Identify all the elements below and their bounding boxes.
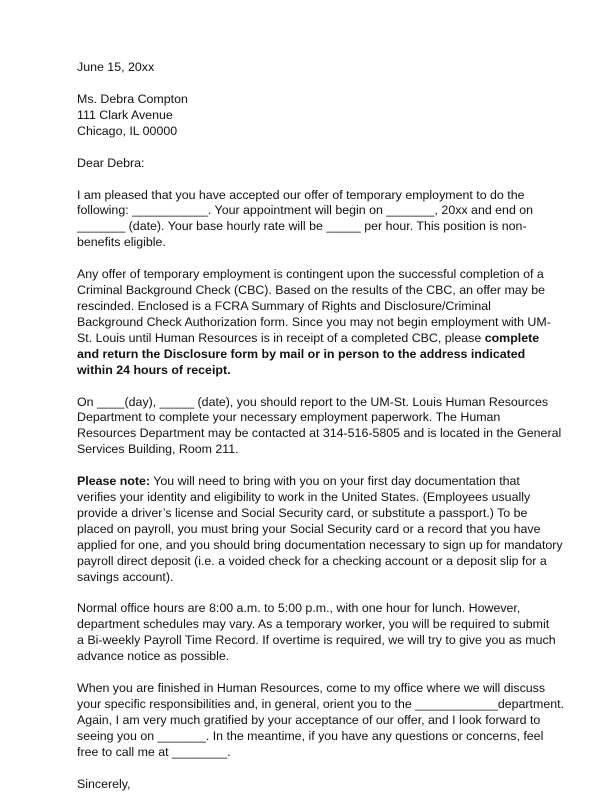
paragraph-offer [77,188,547,252]
bold-instruction: complete [484,330,540,345]
paragraph-text: You will need to bring with you on your first day documentation that [150,474,520,489]
salutation [77,156,547,172]
paragraph-line: On ____(day), _____ (date), you should report to the UM-St. Louis Human Resources [77,394,549,409]
paragraph-line: seeing you on _______. In the meantime, if you have any questions or concerns, feel [77,728,544,743]
paragraph-text: St. Louis until Human Resources is in receipt of a completed CBC, please [77,330,485,345]
letter-page [77,60,564,809]
letter-date [77,60,547,76]
bold-instruction-line: and return the Disclosure form by mail or in person to the address indicated [77,346,526,361]
recipient-address [77,92,547,140]
paragraph-line: placed on payroll, you must bring your Social Security card or a record that you have [77,521,541,536]
paragraph-line: savings account). [77,569,174,584]
date-line: June 15, 20xx [77,60,155,74]
salutation-line: Dear Debra: [77,155,145,170]
bold-instruction-line: within 24 hours of receipt. [77,362,231,377]
paragraph-line: Any offer of temporary employment is contingent upon the successful completion of a [77,267,544,282]
paragraph-line [77,474,547,490]
paragraph-closing-remarks [77,681,564,761]
paragraph-line: your specific responsibilities and, in general, orient you to the ____________department. [77,697,564,711]
paragraph-line: provide a driver’s license and Social Security card, or substitute a passport.) To be [77,505,528,520]
paragraph-line: Criminal Background Check (CBC). Based on the results of the CBC, an offer may be [77,283,546,298]
paragraph-line: benefits eligible. [77,235,166,250]
recipient-street: 111 Clark Avenue [77,107,173,122]
paragraph-line: department schedules may vary. As a temporary worker, you will be required to submit [77,617,550,632]
recipient-name: Ms. Debra Compton [77,91,188,106]
paragraph-line: Resources Department may be contacted at 314-516-5805 and is located in the General [77,426,562,441]
paragraph-line: advance notice as possible. [77,649,230,664]
paragraph-line: rescinded. Enclosed is a FCRA Summary of Rights and Disclosure/Criminal [77,298,491,313]
paragraph-line [77,331,547,347]
paragraph-office-hours [77,601,556,665]
paragraph-line: Again, I am very much gratified by your acceptance of our offer, and I look forward to [77,712,541,727]
please-note-label: Please note: [77,474,150,489]
paragraph-line: applied for one, and you should bring documentation necessary to sign up for mandatory [77,537,563,552]
paragraph-line: free to call me at ________. [77,744,231,759]
paragraph-line: When you are finished in Human Resources, come to my office where we will discuss [77,681,546,696]
paragraph-line: Department to complete your necessary employment paperwork. The Human [77,410,501,425]
paragraph-line: _______ (date). Your base hourly rate will be _____ per hour. This position is non- [77,219,527,234]
paragraph-line: following: ___________. Your appointment will begin on _______, 20xx and end on [77,203,534,218]
paragraph-background-check [77,267,551,378]
closing [77,777,547,793]
paragraph-line: Services Building, Room 211. [77,442,239,457]
closing-line: Sincerely, [77,776,131,791]
paragraph-line: Normal office hours are 8:00 a.m. to 5:00 p.m., with one hour for lunch. However, [77,601,521,616]
paragraph-report-date [77,394,562,459]
paragraph-line: Background Check Authorization form. Since you may not begin employment with UM- [77,314,551,329]
paragraph-line: a Bi-weekly Payroll Time Record. If overtime is required, we will try to give you as much [77,633,556,648]
paragraph-line: I am pleased that you have accepted our offer of temporary employment to do the [77,187,525,202]
paragraph-line: verifies your identity and eligibility to work in the United States. (Employees usually [77,490,531,505]
paragraph-please-note [77,474,563,585]
recipient-city: Chicago, IL 00000 [77,123,178,138]
paragraph-line: payroll direct deposit (i.e. a voided check for a checking account or a deposit slip for a [77,553,547,568]
